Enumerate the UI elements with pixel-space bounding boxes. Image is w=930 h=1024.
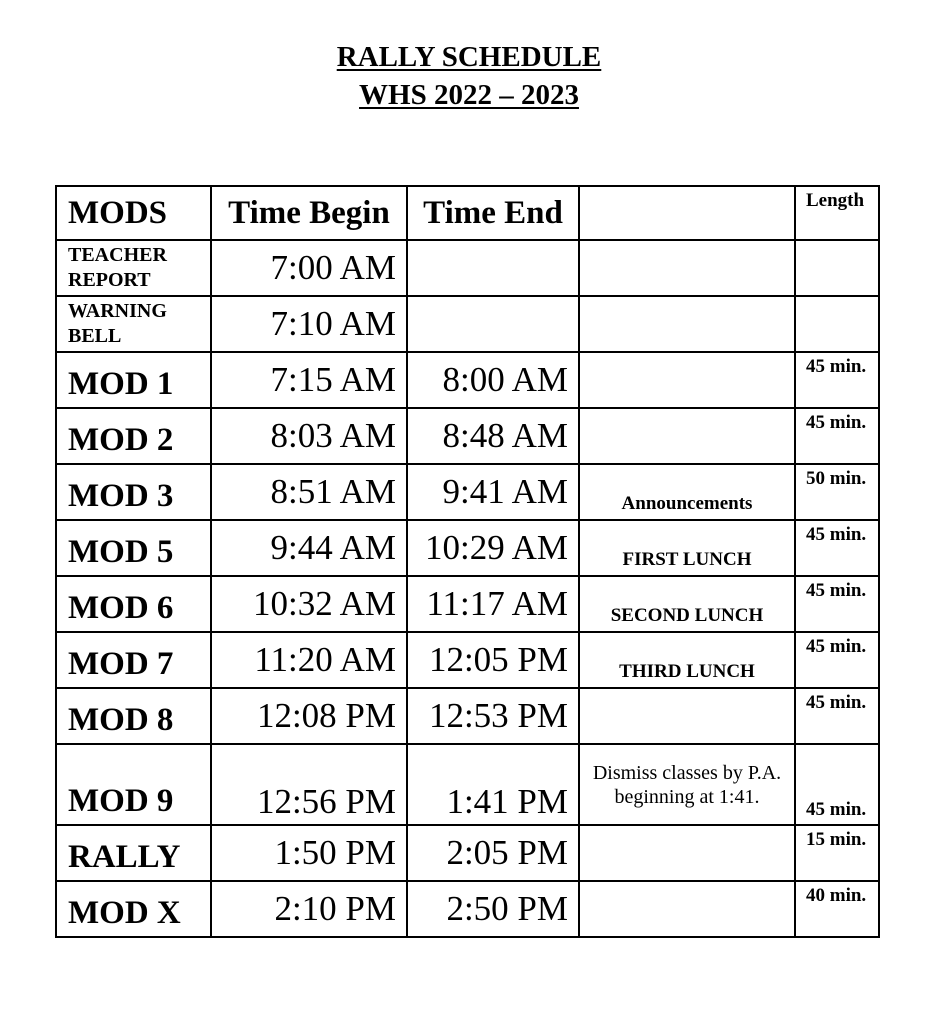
- time-begin-cell: 10:32 AM: [211, 576, 407, 632]
- time-end-cell: 12:05 PM: [407, 632, 579, 688]
- length-cell: 45 min.: [795, 520, 879, 576]
- note-cell: [579, 352, 795, 408]
- note-cell: [579, 408, 795, 464]
- length-cell: 45 min.: [795, 408, 879, 464]
- time-end-cell: 12:53 PM: [407, 688, 579, 744]
- time-end-cell: 2:50 PM: [407, 881, 579, 937]
- mod-cell: WARNING BELL: [56, 296, 211, 352]
- mod-cell: MOD 6: [56, 576, 211, 632]
- document-title: RALLY SCHEDULE: [336, 41, 602, 73]
- note-cell: [579, 688, 795, 744]
- mod-cell: MOD 1: [56, 352, 211, 408]
- mod-cell: MOD 8: [56, 688, 211, 744]
- length-cell: 45 min.: [795, 576, 879, 632]
- mod-cell: MOD X: [56, 881, 211, 937]
- time-begin-cell: 2:10 PM: [211, 881, 407, 937]
- table-row: [56, 576, 879, 632]
- table-row: [56, 464, 879, 520]
- note-cell: [579, 240, 795, 296]
- header-notes: [579, 186, 795, 240]
- time-end-cell: 10:29 AM: [407, 520, 579, 576]
- table-row: [56, 296, 879, 352]
- header-mods: MODS: [56, 186, 211, 240]
- time-begin-cell: 12:56 PM: [211, 744, 407, 825]
- header-time-begin: Time Begin: [211, 186, 407, 240]
- time-end-cell: 8:48 AM: [407, 408, 579, 464]
- time-end-cell: [407, 240, 579, 296]
- table-row: [56, 240, 879, 296]
- time-end-cell: 9:41 AM: [407, 464, 579, 520]
- length-cell: 50 min.: [795, 464, 879, 520]
- mod-cell: MOD 7: [56, 632, 211, 688]
- length-cell: 45 min.: [795, 352, 879, 408]
- time-begin-cell: 12:08 PM: [211, 688, 407, 744]
- note-cell: SECOND LUNCH: [579, 576, 795, 632]
- length-cell: 45 min.: [795, 688, 879, 744]
- mod-cell: TEACHER REPORT: [56, 240, 211, 296]
- time-begin-cell: 7:00 AM: [211, 240, 407, 296]
- length-cell: 15 min.: [795, 825, 879, 881]
- table-row: [56, 352, 879, 408]
- length-cell: 40 min.: [795, 881, 879, 937]
- mod-cell: MOD 5: [56, 520, 211, 576]
- table-row: [56, 520, 879, 576]
- table-row: [56, 688, 879, 744]
- note-cell: [579, 881, 795, 937]
- time-end-cell: 8:00 AM: [407, 352, 579, 408]
- document-title-block: [0, 38, 930, 114]
- mod-cell: MOD 3: [56, 464, 211, 520]
- table-row: [56, 881, 879, 937]
- mod-cell: MOD 2: [56, 408, 211, 464]
- time-begin-cell: 7:10 AM: [211, 296, 407, 352]
- mod-cell: MOD 9: [56, 744, 211, 825]
- note-cell: [579, 296, 795, 352]
- length-cell: 45 min.: [795, 632, 879, 688]
- table-row: [56, 744, 879, 825]
- schedule-table: [55, 185, 880, 938]
- mod-cell: RALLY: [56, 825, 211, 881]
- time-begin-cell: 7:15 AM: [211, 352, 407, 408]
- time-begin-cell: 8:03 AM: [211, 408, 407, 464]
- length-cell: 45 min.: [795, 744, 879, 825]
- time-begin-cell: 11:20 AM: [211, 632, 407, 688]
- note-cell: Announcements: [579, 464, 795, 520]
- time-end-cell: 1:41 PM: [407, 744, 579, 825]
- time-end-cell: 11:17 AM: [407, 576, 579, 632]
- table-row: [56, 632, 879, 688]
- time-begin-cell: 9:44 AM: [211, 520, 407, 576]
- time-begin-cell: 8:51 AM: [211, 464, 407, 520]
- note-cell: [579, 825, 795, 881]
- note-cell: Dismiss classes by P.A. beginning at 1:41.: [579, 744, 795, 825]
- length-cell: [795, 296, 879, 352]
- header-row: [56, 186, 879, 240]
- note-cell: FIRST LUNCH: [579, 520, 795, 576]
- table-row: [56, 825, 879, 881]
- time-end-cell: 2:05 PM: [407, 825, 579, 881]
- document-subtitle: WHS 2022 – 2023: [359, 79, 579, 111]
- header-length: Length: [795, 186, 879, 240]
- time-begin-cell: 1:50 PM: [211, 825, 407, 881]
- time-end-cell: [407, 296, 579, 352]
- note-cell: THIRD LUNCH: [579, 632, 795, 688]
- length-cell: [795, 240, 879, 296]
- header-time-end: Time End: [407, 186, 579, 240]
- table-row: [56, 408, 879, 464]
